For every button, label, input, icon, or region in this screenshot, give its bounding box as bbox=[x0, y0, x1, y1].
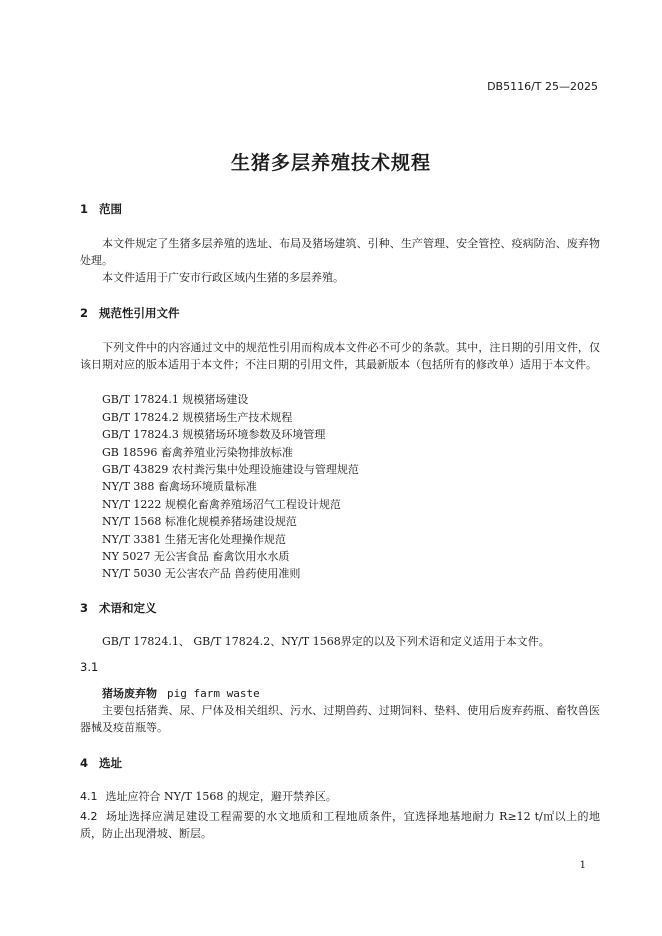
term-english: pig farm waste bbox=[167, 687, 260, 700]
terms-intro: GB/T 17824.1、 GB/T 17824.2、NY/T 1568界定的以及下列术语和定义适用于本文件。 bbox=[102, 635, 550, 648]
section-heading-terms bbox=[80, 600, 157, 616]
reference-item: NY/T 3381 生猪无害化处理操作规范 bbox=[102, 533, 286, 546]
clause-number: 4.2 bbox=[80, 810, 98, 823]
section-title: 规范性引用文件 bbox=[99, 306, 180, 320]
document-title: 生猪多层养殖技术规程 bbox=[230, 152, 431, 174]
clause-4-1 bbox=[80, 788, 600, 805]
scope-paragraph: 本文件规定了生猪多层养殖的选址、布局及猪场建筑、引种、生产管理、安全管控、疫病防治、废弃物处理。 bbox=[80, 237, 600, 267]
reference-item: NY/T 1568 标准化规模养猪场建设规范 bbox=[102, 515, 297, 528]
term-number: 3.1 bbox=[80, 660, 99, 674]
term-definition: 主要包括猪粪、尿、尸体及相关组织、污水、过期兽药、过期饲料、垫料、使用后废弃药瓶、畜牧兽医器械及疫苗瓶等。 bbox=[80, 704, 600, 734]
section-number: 2 bbox=[80, 306, 89, 320]
clause-number: 4.1 bbox=[80, 790, 98, 803]
normative-intro: 下列文件中的内容通过文中的规范性引用而构成本文件必不可少的条款。其中，注日期的引用文件，仅该日期对应的版本适用于本文件；不注日期的引用文件，其最新版本（包括所有的修改单）适用于本文件。 bbox=[80, 341, 600, 371]
section-heading-scope bbox=[80, 201, 122, 217]
reference-item: GB 18596 畜禽养殖业污染物排放标准 bbox=[102, 446, 293, 459]
scope-paragraph: 本文件适用于广安市行政区域内生猪的多层养殖。 bbox=[102, 271, 344, 284]
section-heading-normative bbox=[80, 305, 180, 321]
page-number: 1 bbox=[579, 860, 586, 871]
section-title: 术语和定义 bbox=[99, 601, 157, 615]
section-number: 3 bbox=[80, 601, 89, 615]
reference-item: GB/T 17824.2 规模猪场生产技术规程 bbox=[102, 411, 293, 424]
section-number: 4 bbox=[80, 756, 89, 770]
reference-item: NY/T 388 畜禽场环境质量标准 bbox=[102, 480, 257, 493]
clause-text: 场址选择应满足建设工程需要的水文地质和工程地质条件，宜选择地基地耐力 R≥12 t/㎡以上的地质，防止出现滑坡、断层。 bbox=[80, 810, 600, 840]
section-title: 选址 bbox=[99, 756, 122, 770]
section-heading-site bbox=[80, 755, 122, 771]
clause-4-2 bbox=[80, 808, 600, 842]
reference-item: GB/T 17824.1 规模猪场建设 bbox=[102, 393, 249, 406]
reference-item: NY 5027 无公害食品 畜禽饮用水水质 bbox=[102, 550, 290, 563]
clause-text: 选址应符合 NY/T 1568 的规定，避开禁养区。 bbox=[105, 790, 337, 803]
reference-item: GB/T 17824.3 规模猪场环境参数及环境管理 bbox=[102, 428, 326, 441]
term-chinese: 猪场废弃物 bbox=[102, 687, 157, 700]
reference-item: GB/T 43829 农村粪污集中处理设施建设与管理规范 bbox=[102, 463, 359, 476]
reference-item: NY/T 5030 无公害农产品 兽药使用准则 bbox=[102, 567, 301, 580]
section-number: 1 bbox=[80, 202, 89, 216]
reference-item: NY/T 1222 规模化畜禽养殖场沼气工程设计规范 bbox=[102, 498, 341, 511]
section-title: 范围 bbox=[99, 202, 122, 216]
term-heading bbox=[102, 685, 260, 701]
document-number: DB5116/T 25—2025 bbox=[487, 80, 598, 93]
